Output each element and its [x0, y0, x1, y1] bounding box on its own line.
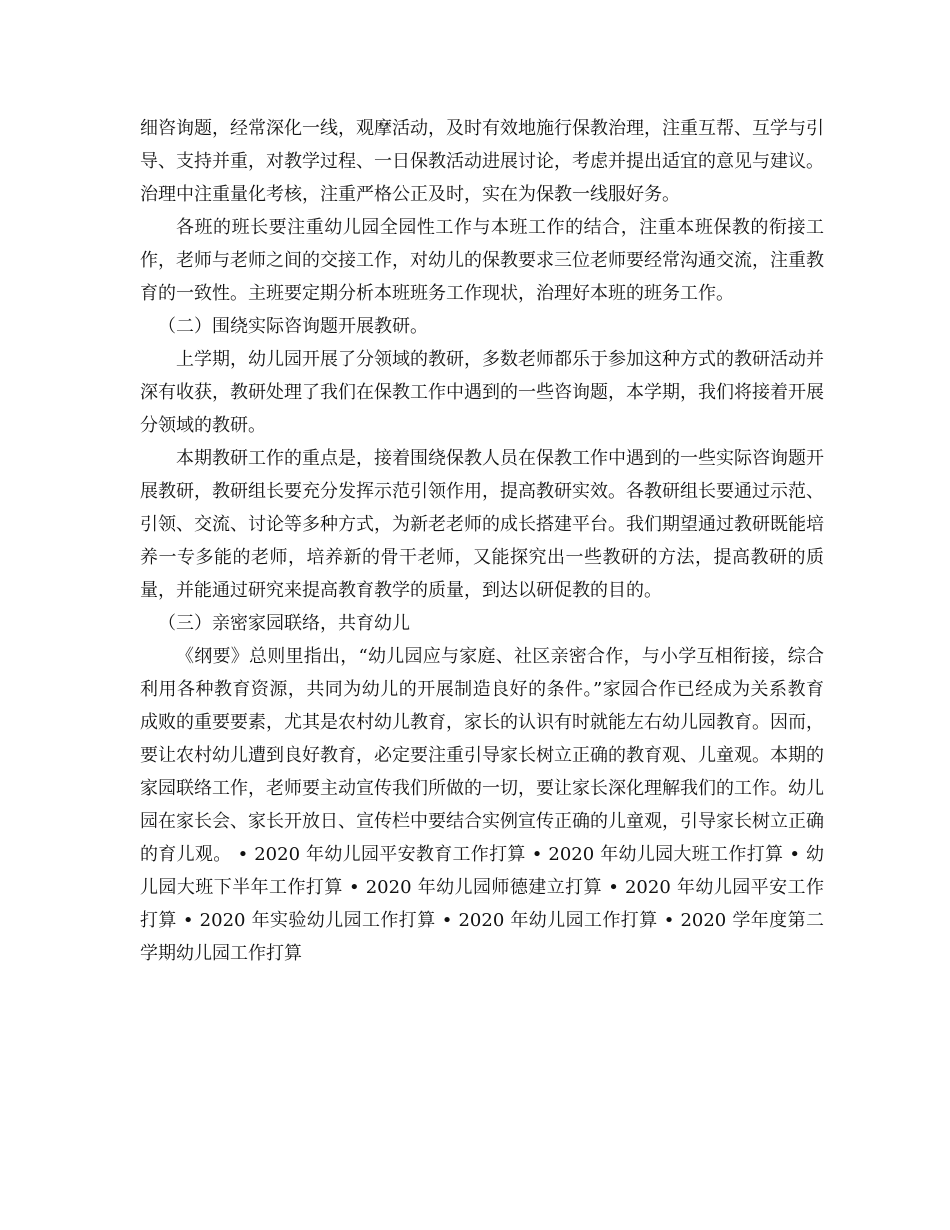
paragraph-last-semester: 上学期，幼儿园开展了分领域的教研，多数老师都乐于参加这种方式的教研活动并深有收获，教研处理了我们在保教工作中遇到的一些咨询题，本学期，我们将接着开展分领域的教研。 [140, 349, 824, 436]
paragraph-continuation: 细咨询题，经常深化一线，观摩活动，及时有效地施行保教治理，注重互帮、互学与引导、支持并重，对教学过程、一日保教活动进展讨论，考虑并提出适宜的意见与建议。治理中注重量化考核，注重严格公正及时，实在为保教一线服好务。 [140, 118, 824, 205]
section-heading-home-school: （三）亲密家园联络，共育幼儿 [158, 613, 410, 634]
paragraph-guideline: 《纲要》总则里指出，“幼儿园应与家庭、社区亲密合作，与小学互相衔接，综合利用各种教育资源，共同为幼儿的开展制造良好的条件。”家园合作已经成为关系教育成败的重要要素，尤其是农村幼儿教育，家长的认识有时就能左右幼儿园教育。因而，要让农村幼儿遭到良好教育，必定要注重引导家长树立正确的教育观、儿童观。本期的家园联络工作，老师要主动宣传我们所做的一切，要让家长深化理解我们的工作。幼儿园在家长会、家长开放日、宣传栏中要结合实例宣传正确的儿童观，引导家长树立正确的育儿观。 • 2020 年幼儿园平安教育工作打算 • 2020 年幼儿园大班工作打算 • 幼儿园大班下半年工作打算 • 2020 年幼儿园师德建立打算 • 2020 年幼儿园平安工作打算 • 2020 年实验幼儿园工作打算 • 2020 年幼儿园工作打算 • 2020 学年度第二学期幼儿园工作打算 [140, 646, 824, 964]
section-heading-teaching-research: （二）围绕实际咨询题开展教研。 [158, 316, 428, 337]
paragraph-research-focus: 本期教研工作的重点是，接着围绕保教人员在保教工作中遇到的一些实际咨询题开展教研，教研组长要充分发挥示范引领作用，提高教研实效。各教研组长要通过示范、引领、交流、讨论等多种方式，为新老老师的成长搭建平台。我们期望通过教研既能培养一专多能的老师，培养新的骨干老师，又能探究出一些教研的方法，提高教研的质量，并能通过研究来提高教育教学的质量，到达以研促教的目的。 [140, 448, 824, 601]
paragraph-class-leaders: 各班的班长要注重幼儿园全园性工作与本班工作的结合，注重本班保教的衔接工作，老师与老师之间的交接工作，对幼儿的保教要求三位老师要经常沟通交流，注重教育的一致性。主班要定期分析本班班务工作现状，治理好本班的班务工作。 [140, 217, 824, 304]
document-page [140, 112, 824, 970]
